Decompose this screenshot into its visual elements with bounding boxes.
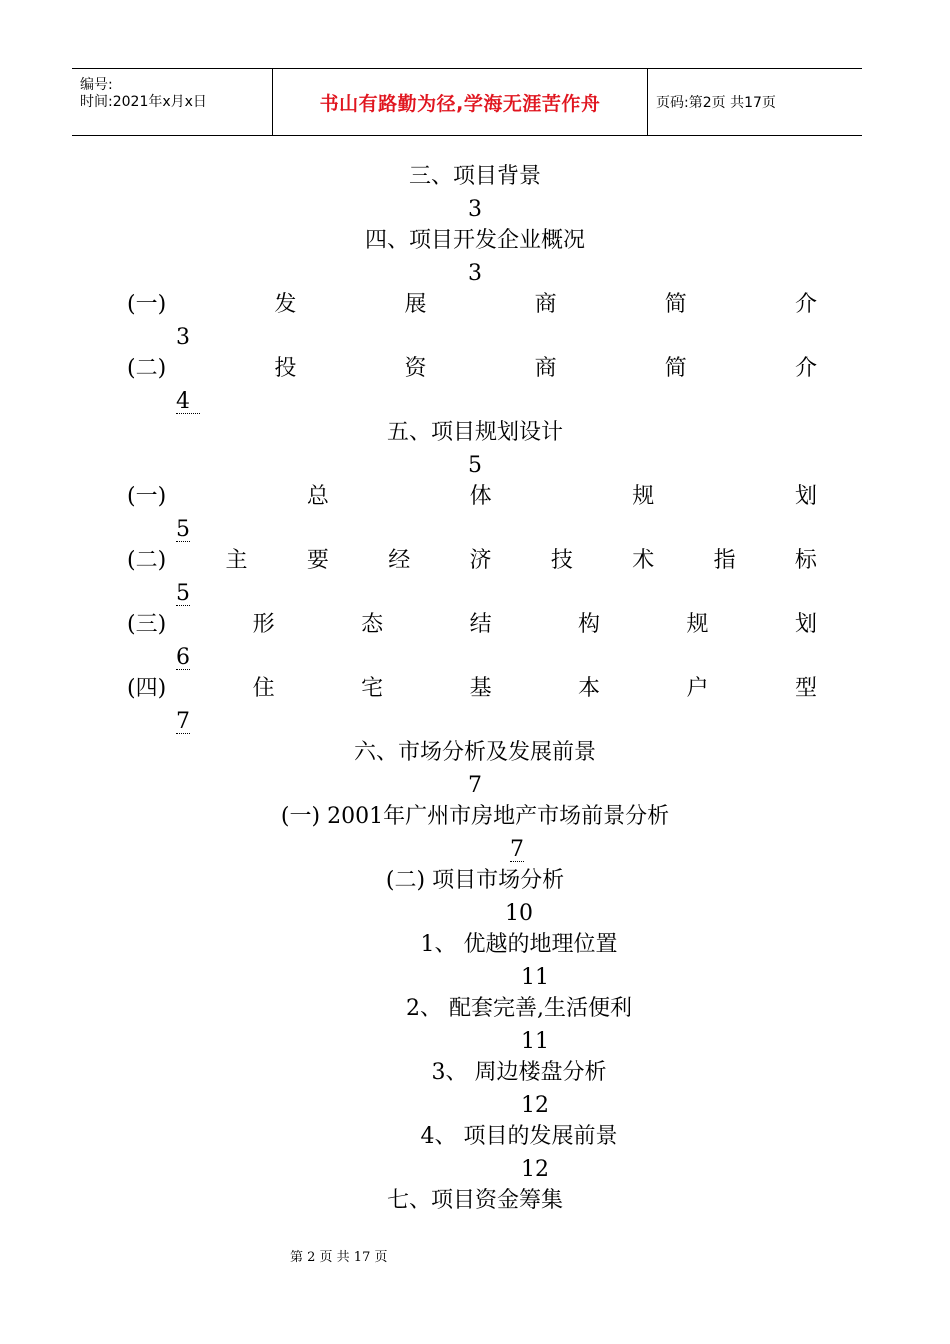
- toc-item-number: (四): [127, 676, 167, 701]
- toc-char: 标: [794, 548, 817, 573]
- toc-char: 发: [274, 292, 297, 317]
- header-page-cell: [648, 69, 862, 135]
- toc-char: 划: [794, 612, 817, 637]
- page-info: 页码:第2页 共17页: [656, 95, 776, 111]
- toc-item-4-1-page: 3: [176, 325, 190, 350]
- toc-char: 主: [225, 548, 248, 573]
- toc-subitem-2-title: 2、 配套完善,生活便利: [406, 996, 632, 1021]
- toc-item-5-3: [127, 612, 817, 638]
- toc-item-number: (一): [127, 484, 167, 509]
- toc-char: 介: [794, 292, 817, 317]
- toc-char: 投: [274, 356, 297, 381]
- toc-item-5-4: [127, 676, 817, 702]
- toc-char: 术: [632, 548, 655, 573]
- motto-text: 书山有路勤为径,学海无涯苦作舟: [319, 92, 601, 115]
- toc-item-5-3-page[interactable]: 6: [176, 645, 190, 670]
- toc-item-5-1-page[interactable]: 5: [176, 517, 190, 542]
- toc-item-5-1: [127, 484, 817, 510]
- toc-char: 简: [664, 292, 687, 317]
- toc-section-6-page: 7: [468, 773, 482, 798]
- toc-char: 技: [550, 548, 573, 573]
- toc-char: 经: [388, 548, 411, 573]
- toc-char: 济: [469, 548, 492, 573]
- toc-char: 商: [534, 292, 557, 317]
- page-footer: 第 2 页 共 17 页: [290, 1250, 388, 1265]
- toc-item-number: (二): [127, 356, 167, 381]
- toc-section-4-page: 3: [468, 261, 482, 286]
- toc-item-4-2-page-wrap: [176, 389, 200, 415]
- toc-char: 简: [664, 356, 687, 381]
- toc-char: 资: [404, 356, 427, 381]
- toc-char: 介: [794, 356, 817, 381]
- toc-item-5-3-page-wrap: [176, 645, 190, 671]
- toc-subitem-3-page: 12: [521, 1093, 549, 1118]
- toc-section-3-page: 3: [468, 197, 482, 222]
- header-motto-cell: [273, 69, 648, 135]
- toc-item-4-2-page[interactable]: 4: [176, 391, 200, 414]
- toc-char: 体: [469, 484, 492, 509]
- toc-section-3-title: 三、项目背景: [408, 164, 541, 189]
- code-label: 编号:: [80, 77, 113, 93]
- toc-section-5-page: 5: [468, 453, 482, 478]
- toc-char: 规: [686, 612, 709, 637]
- toc-item-number: (一): [127, 292, 167, 317]
- toc-subitem-4-page: 12: [521, 1157, 549, 1182]
- toc-item-5-4-page-wrap: [176, 709, 190, 735]
- toc-item-number: (三): [127, 612, 167, 637]
- toc-char: 结: [469, 612, 492, 637]
- toc-item-5-1-page-wrap: [176, 517, 190, 543]
- toc-item-6-1-page[interactable]: 7: [510, 837, 524, 862]
- time-label: 时间:2021年x月x日: [80, 94, 207, 110]
- toc-subitem-4-title: 4、 项目的发展前景: [420, 1124, 618, 1149]
- toc-char: 总: [306, 484, 329, 509]
- toc-char: 本: [578, 676, 601, 701]
- toc-char: 展: [404, 292, 427, 317]
- toc-char: 型: [794, 676, 817, 701]
- toc-item-4-1: [127, 292, 817, 318]
- toc-char: 基: [469, 676, 492, 701]
- toc-subitem-2-page: 11: [521, 1029, 549, 1054]
- toc-subitem-1-page: 11: [521, 965, 549, 990]
- toc-item-4-2: [127, 356, 817, 382]
- toc-char: 户: [686, 676, 709, 701]
- header-left-cell: [72, 69, 273, 135]
- toc-char: 宅: [361, 676, 384, 701]
- toc-char: 规: [632, 484, 655, 509]
- toc-char: 指: [713, 548, 736, 573]
- toc-item-6-2-title: (二) 项目市场分析: [385, 868, 565, 893]
- toc-char: 划: [794, 484, 817, 509]
- toc-char: 形: [252, 612, 275, 637]
- toc-subitem-1-title: 1、 优越的地理位置: [420, 932, 618, 957]
- toc-section-5-title: 五、项目规划设计: [386, 420, 563, 445]
- toc-item-5-2: [127, 548, 817, 574]
- toc-item-5-2-page[interactable]: 5: [176, 581, 190, 606]
- page-header: [72, 68, 862, 136]
- toc-item-5-2-page-wrap: [176, 581, 190, 607]
- toc-subitem-3-title: 3、 周边楼盘分析: [431, 1060, 607, 1085]
- toc-char: 要: [306, 548, 329, 573]
- toc-item-6-1-title: (一) 2001年广州市房地产市场前景分析: [280, 804, 670, 829]
- toc-char: 住: [252, 676, 275, 701]
- toc-char: 态: [361, 612, 384, 637]
- toc-item-5-4-page[interactable]: 7: [176, 709, 190, 734]
- toc-item-6-1-page-wrap: [510, 837, 524, 863]
- toc-item-6-2-page: 10: [505, 901, 533, 926]
- toc-section-6-title: 六、市场分析及发展前景: [353, 740, 596, 765]
- toc-char: 构: [578, 612, 601, 637]
- toc-section-4-title: 四、项目开发企业概况: [364, 228, 585, 253]
- toc-section-7-title: 七、项目资金筹集: [386, 1188, 563, 1213]
- toc-char: 商: [534, 356, 557, 381]
- toc-item-number: (二): [127, 548, 167, 573]
